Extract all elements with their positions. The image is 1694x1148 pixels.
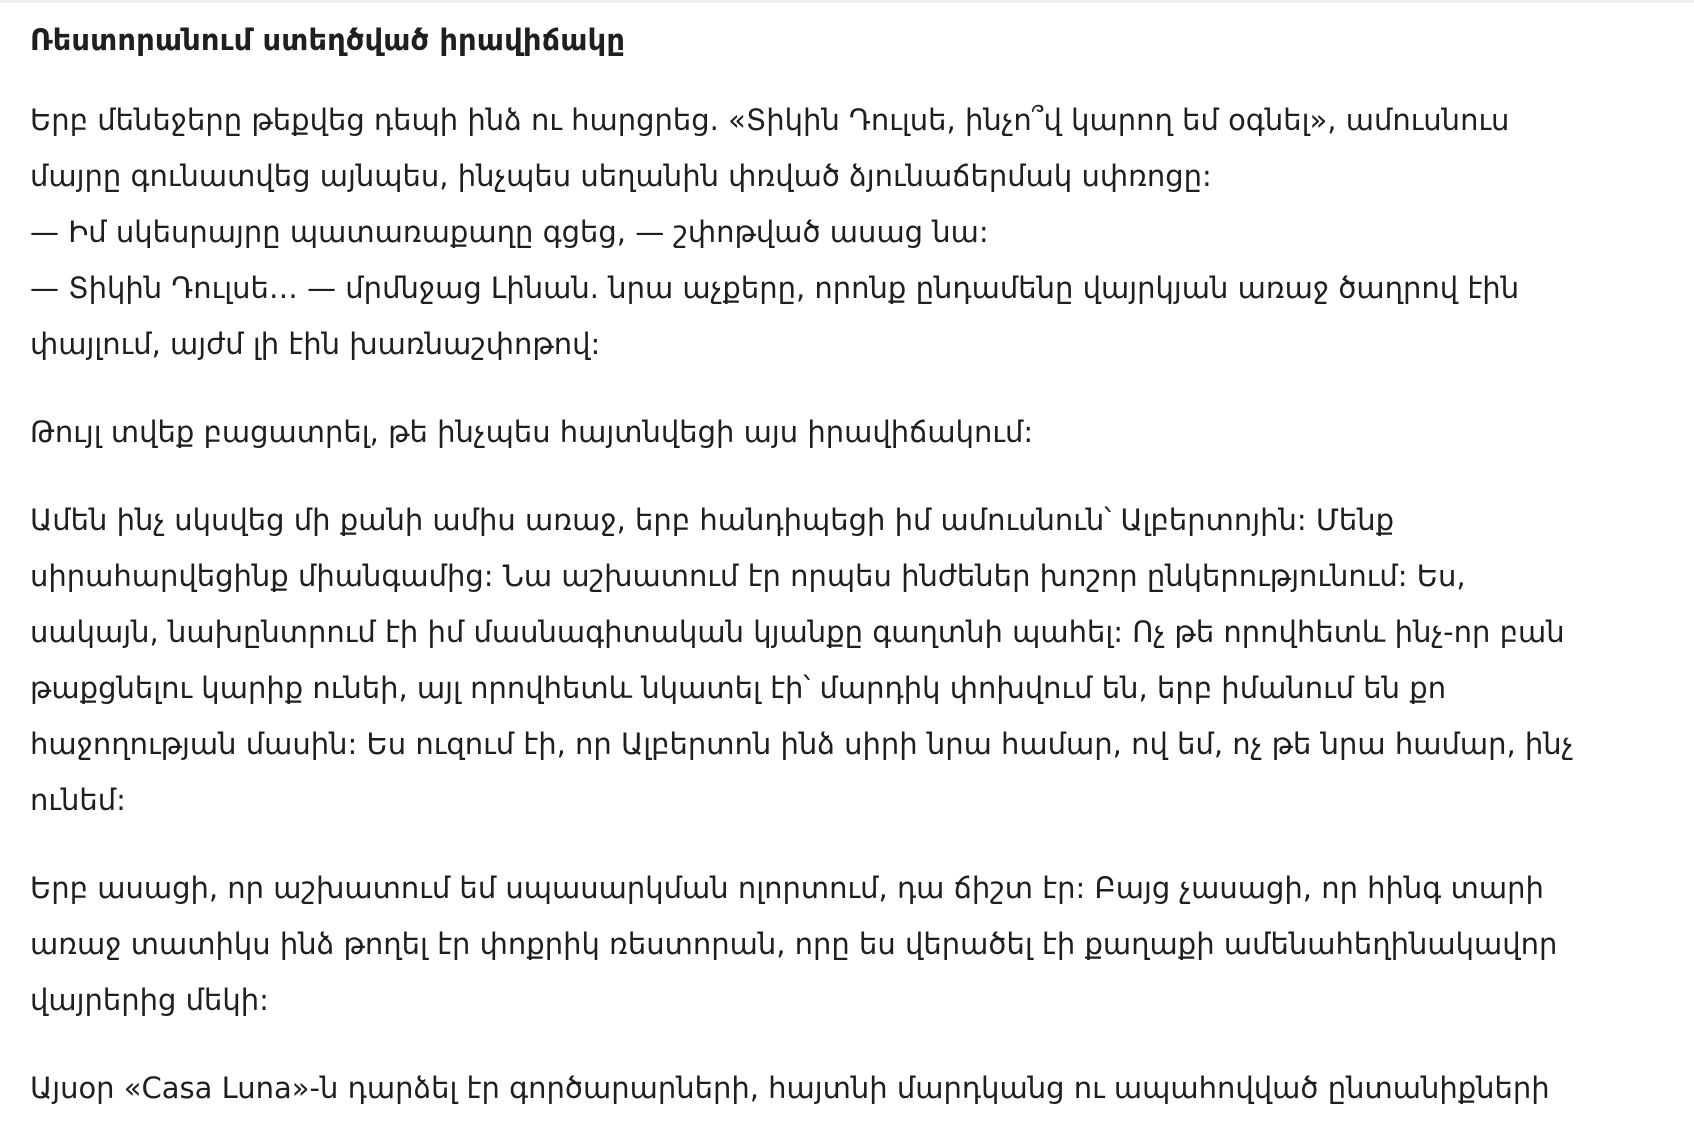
- text-line: թաքցնելու կարիք ունեի, այլ որովհետև նկատել էի՝ մարդիկ փոխվում են, երբ իմանում են քո: [30, 671, 1447, 705]
- text-line: առաջ տատիկս ինձ թողել էր փոքրիկ ռեստորան, որը ես վերածել էի քաղաքի ամենահեղինակավոր: [30, 927, 1558, 961]
- text-line: Թույլ տվեք բացատրել, թե ինչպես հայտնվեցի այս իրավիճակում:: [30, 415, 1034, 449]
- text-line: վայրերից մեկի:: [30, 983, 269, 1017]
- text-line: Ամեն ինչ սկսվեց մի քանի ամիս առաջ, երբ հանդիպեցի իմ ամուսնուն՝ Ալբերտոյին: Մենք: [30, 503, 1395, 537]
- paragraph-1: [30, 92, 1530, 372]
- paragraph-3: [30, 492, 1574, 828]
- paragraph-5: [30, 1060, 1550, 1116]
- paragraph-2: [30, 404, 1530, 460]
- article-title: Ռեստորանում ստեղծված իրավիճակը: [30, 23, 626, 57]
- text-line: Երբ մենեջերը թեքվեց դեպի ինձ ու հարցրեց. «Տիկին Դուլսե, ինչո՞վ կարող եմ օգնել», ամուսնուս: [30, 103, 1510, 137]
- text-line: Երբ ասացի, որ աշխատում եմ սպասարկման ոլորտում, դա ճիշտ էր: Բայց չասացի, որ հինգ տարի: [30, 871, 1544, 905]
- text-line: — Իմ սկեսրայրը պատառաքաղը գցեց, — շփոթված ասաց նա:: [30, 215, 989, 249]
- text-line: հաջողության մասին: Ես ուզում էի, որ Ալբերտոն ինձ սիրի նրա համար, ով եմ, ոչ թե նրա համար, ինչ: [30, 727, 1574, 761]
- paragraph-4: [30, 860, 1558, 1028]
- text-line: Այսօր «Casa Luna»-ն դարձել էր գործարարների, հայտնի մարդկանց ու ապահովված ընտանիքների: [30, 1071, 1550, 1105]
- text-line: — Տիկին Դուլսե… — մրմնջաց Լինան. նրա աչքերը, որոնք ընդամենը վայրկյան առաջ ծաղրով էին: [30, 271, 1520, 305]
- text-line: սիրահարվեցինք միանգամից: Նա աշխատում էր որպես ինժեներ խոշոր ընկերությունում: Ես,: [30, 559, 1466, 593]
- text-line: մայրը գունատվեց այնպես, ինչպես սեղանին փռված ձյունաճերմակ սփռոցը:: [30, 159, 1212, 193]
- text-line: սակայն, նախընտրում էի իմ մասնագիտական կյանքը գաղտնի պահել: Ոչ թե որովհետև ինչ-որ բան: [30, 615, 1565, 649]
- text-line: ունեմ:: [30, 783, 126, 817]
- text-line: փայլում, այժմ լի էին խառնաշփոթով:: [30, 327, 601, 361]
- article: [30, 14, 1574, 1148]
- top-divider: [0, 0, 1694, 3]
